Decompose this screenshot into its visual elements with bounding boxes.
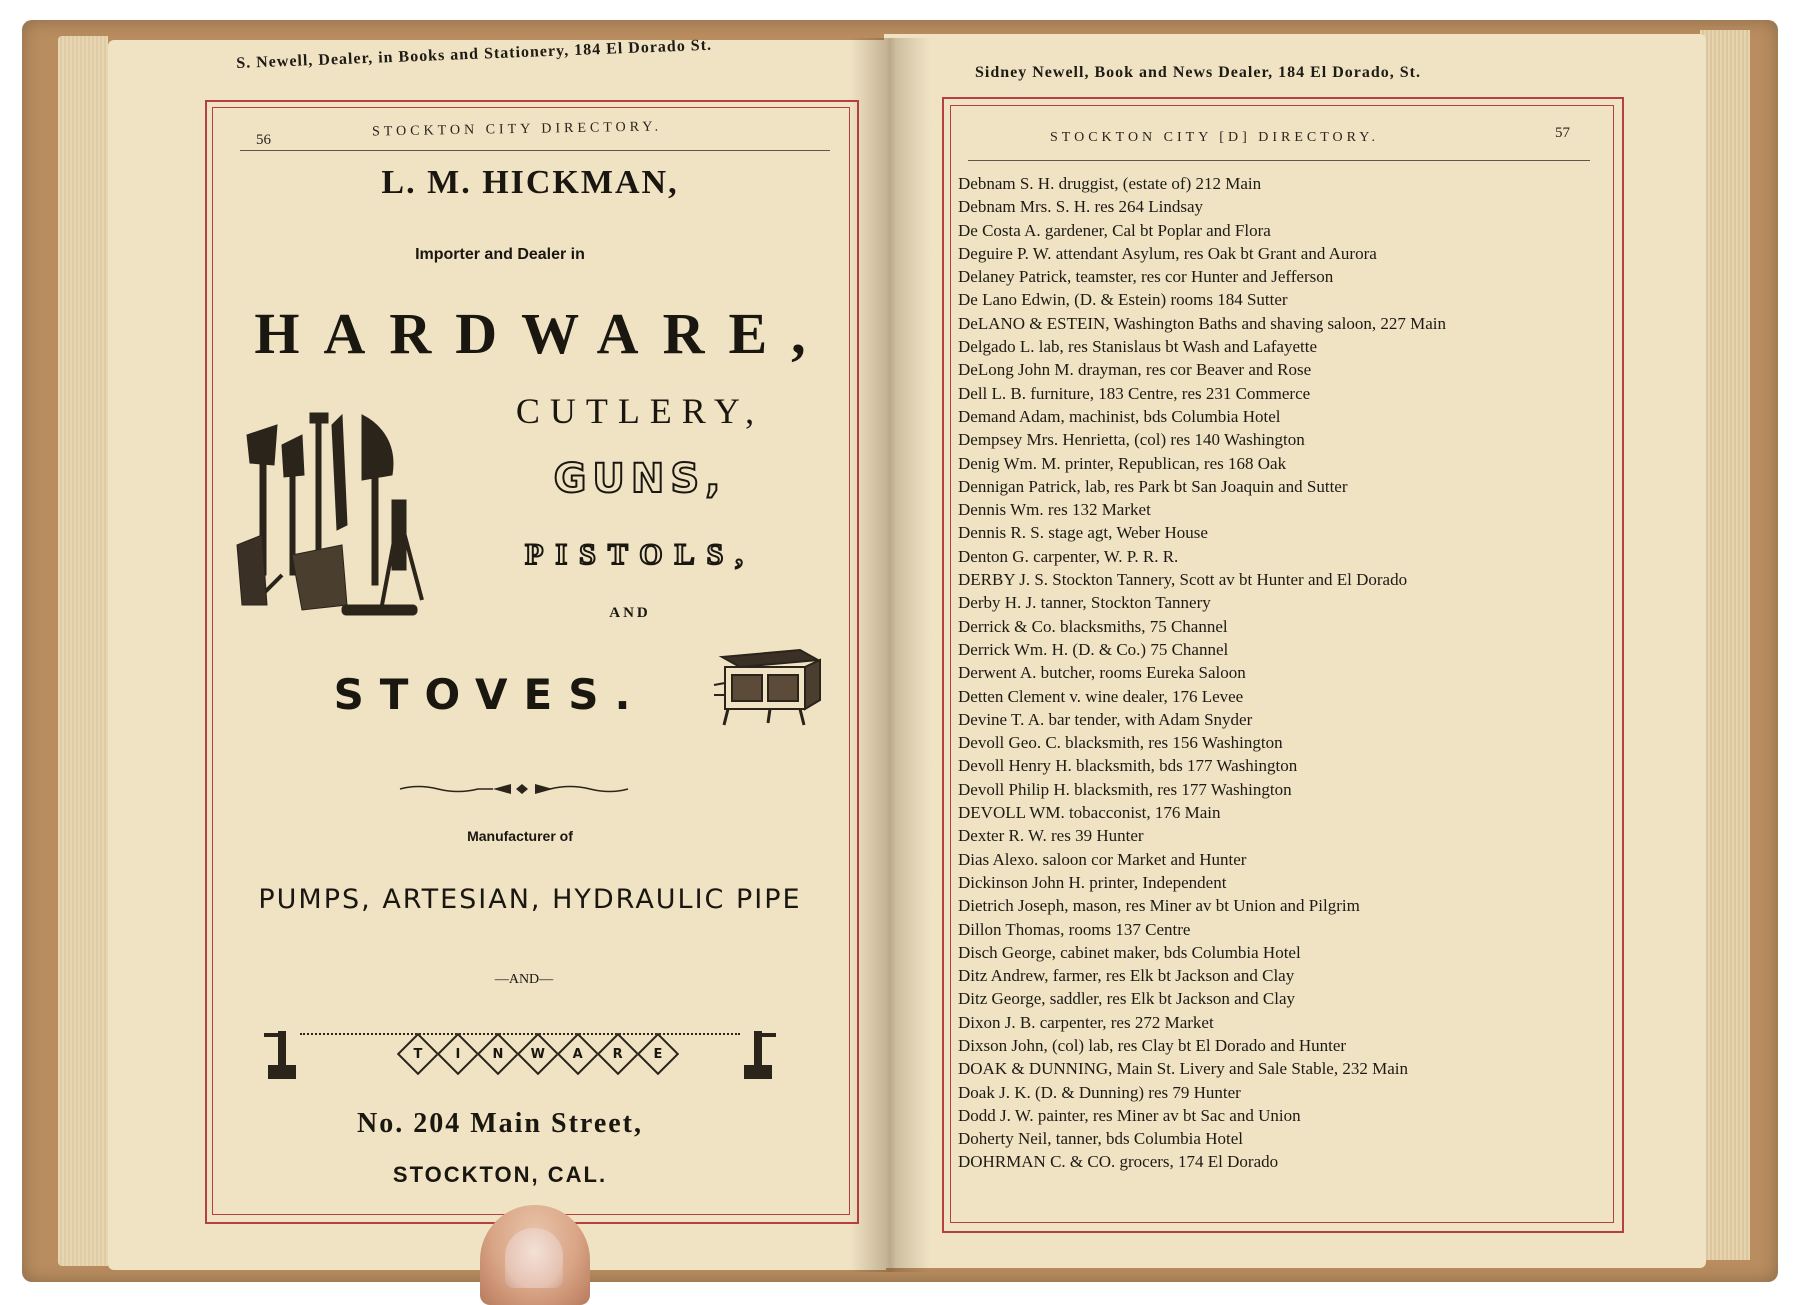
advertiser-subtitle: Importer and Dealer in <box>415 246 585 263</box>
pistols-heading: PISTOLS, <box>525 538 755 571</box>
directory-entry: Devoll Geo. C. blacksmith, res 156 Washington <box>958 733 1283 753</box>
right-lamp-post-icon <box>736 1025 780 1081</box>
directory-entry: Dietrich Joseph, mason, res Miner av bt Union and Pilgrim <box>958 896 1360 916</box>
directory-entry: Dickinson John H. printer, Independent <box>958 872 1227 892</box>
directory-entry: Debnam Mrs. S. H. res 264 Lindsay <box>958 197 1204 217</box>
tinware-letter <box>397 1033 439 1075</box>
directory-entry: Doak J. K. (D. & Dunning) res 79 Hunter <box>958 1082 1241 1102</box>
advertiser-name: L. M. HICKMAN, <box>381 164 679 201</box>
directory-entry: Ditz George, saddler, res Elk bt Jackson and Clay <box>958 989 1296 1009</box>
directory-entry: Dell L. B. furniture, 183 Centre, res 231 Commerce <box>958 383 1311 403</box>
thumbnail-nail <box>505 1228 563 1288</box>
tinware-letter <box>437 1033 479 1075</box>
products-line: PUMPS, ARTESIAN, HYDRAULIC PIPE <box>258 884 802 915</box>
directory-entry: Devoll Henry H. blacksmith, bds 177 Washington <box>958 756 1298 776</box>
directory-entry: Derby H. J. tanner, Stockton Tannery <box>958 593 1211 613</box>
tinware-letter <box>477 1033 519 1075</box>
directory-entry: Debnam S. H. druggist, (estate of) 212 Main <box>958 174 1262 193</box>
right-page-number: 57 <box>1555 125 1570 141</box>
left-lamp-post-icon <box>260 1025 304 1081</box>
tinware-letter <box>637 1033 679 1075</box>
tinware-letter-text: W <box>530 1046 546 1062</box>
and-word: AND <box>609 605 651 621</box>
right-running-head: Sidney Newell, Book and News Dealer, 184 El Dorado, St. <box>975 64 1421 81</box>
directory-entry: Deguire P. W. attendant Asylum, res Oak bt Grant and Aurora <box>958 243 1377 263</box>
directory-entry: Ditz Andrew, farmer, res Elk bt Jackson and Clay <box>958 966 1295 986</box>
right-header-rule <box>968 160 1590 161</box>
directory-entry: Derrick Wm. H. (D. & Co.) 75 Channel <box>958 639 1229 659</box>
directory-entry: De Costa A. gardener, Cal bt Poplar and Flora <box>958 220 1271 240</box>
ornament-divider <box>398 778 630 800</box>
tinware-letter-text: R <box>612 1046 624 1062</box>
directory-entry: DeLANO & ESTEIN, Washington Baths and shaving saloon, 227 Main <box>958 313 1446 333</box>
left-running-head: S. Newell, Dealer, in Books and Stationery, 184 El Dorado St. <box>236 36 713 72</box>
directory-entry: Detten Clement v. wine dealer, 176 Levee <box>958 686 1244 706</box>
left-page-header: STOCKTON CITY DIRECTORY. <box>371 119 663 140</box>
tinware-banner <box>260 1025 780 1081</box>
tinware-letter <box>557 1033 599 1075</box>
directory-entry: Dixon J. B. carpenter, res 272 Market <box>958 1012 1214 1032</box>
directory-entry: Devoll Philip H. blacksmith, res 177 Washington <box>958 779 1292 799</box>
directory-entry: Delgado L. lab, res Stanislaus bt Wash and Lafayette <box>958 337 1317 357</box>
tinware-letter <box>517 1033 559 1075</box>
tinware-letter-text: A <box>572 1046 584 1062</box>
right-page-header: STOCKTON CITY [D] DIRECTORY. <box>1050 130 1380 145</box>
directory-entry: DOAK & DUNNING, Main St. Livery and Sale Stable, 232 Main <box>958 1059 1408 1079</box>
page-edges-right <box>1700 30 1750 1260</box>
directory-entry: DeLong John M. drayman, res cor Beaver and Rose <box>958 360 1312 380</box>
tinware-letter-text: I <box>455 1046 461 1062</box>
city-line: STOCKTON, CAL. <box>392 1162 608 1187</box>
directory-entry: Devine T. A. bar tender, with Adam Snyder <box>958 709 1253 729</box>
directory-entry: Dennigan Patrick, lab, res Park bt San Joaquin and Sutter <box>958 476 1348 496</box>
stoves-heading: STOVES. <box>333 670 647 719</box>
directory-entry: Derrick & Co. blacksmiths, 75 Channel <box>958 616 1228 636</box>
tinware-letter-text: E <box>653 1046 663 1062</box>
guns-heading: GUNS, <box>553 456 727 502</box>
directory-entry: Denton G. carpenter, W. P. R. R. <box>958 546 1179 566</box>
directory-entry: Demand Adam, machinist, bds Columbia Hotel <box>958 406 1281 426</box>
directory-entry: Dodd J. W. painter, res Miner av bt Sac and Union <box>958 1105 1301 1125</box>
directory-entry: Dias Alexo. saloon cor Market and Hunter <box>958 849 1247 869</box>
directory-entry-list <box>958 172 1608 1174</box>
directory-entry: Dempsey Mrs. Henrietta, (col) res 140 Washington <box>958 430 1305 450</box>
directory-entry: Dennis R. S. stage agt, Weber House <box>958 523 1208 543</box>
stove-illustration <box>710 645 830 730</box>
directory-entry: De Lano Edwin, (D. & Estein) rooms 184 Sutter <box>958 290 1288 310</box>
and-line: —AND— <box>494 972 554 987</box>
street-address: No. 204 Main Street, <box>357 1108 643 1139</box>
page-edges-left <box>58 36 108 1266</box>
directory-entry: DEVOLL WM. tobacconist, 176 Main <box>958 803 1221 823</box>
directory-entry: Dexter R. W. res 39 Hunter <box>958 826 1144 846</box>
tinware-letter-text: N <box>492 1046 504 1062</box>
manufacturer-label: Manufacturer of <box>467 828 573 844</box>
directory-entry: Derwent A. butcher, rooms Eureka Saloon <box>958 663 1246 683</box>
directory-entry: DERBY J. S. Stockton Tannery, Scott av bt Hunter and El Dorado <box>958 570 1408 590</box>
directory-entry: Doherty Neil, tanner, bds Columbia Hotel <box>958 1129 1243 1149</box>
directory-entry: Denig Wm. M. printer, Republican, res 168 Oak <box>958 453 1287 473</box>
left-page-number: 56 <box>256 132 271 148</box>
directory-entry: Dennis Wm. res 132 Market <box>958 500 1151 520</box>
directory-entry: Delaney Patrick, teamster, res cor Hunter and Jefferson <box>958 267 1334 287</box>
tinware-letters <box>400 1039 676 1069</box>
directory-entry: Dixson John, (col) lab, res Clay bt El Dorado and Hunter <box>958 1035 1347 1055</box>
tinware-letter <box>597 1033 639 1075</box>
directory-entry: DOHRMAN C. & CO. grocers, 174 El Dorado <box>958 1152 1279 1172</box>
directory-entry: Dillon Thomas, rooms 137 Centre <box>958 919 1191 939</box>
tinware-letter-text: T <box>413 1046 423 1062</box>
dotted-chain <box>300 1033 740 1035</box>
cutlery-heading: CUTLERY, <box>515 391 765 431</box>
tools-illustration <box>232 405 432 625</box>
directory-entry: Disch George, cabinet maker, bds Columbia Hotel <box>958 942 1301 962</box>
hardware-heading: HARDWARE, <box>254 301 830 366</box>
